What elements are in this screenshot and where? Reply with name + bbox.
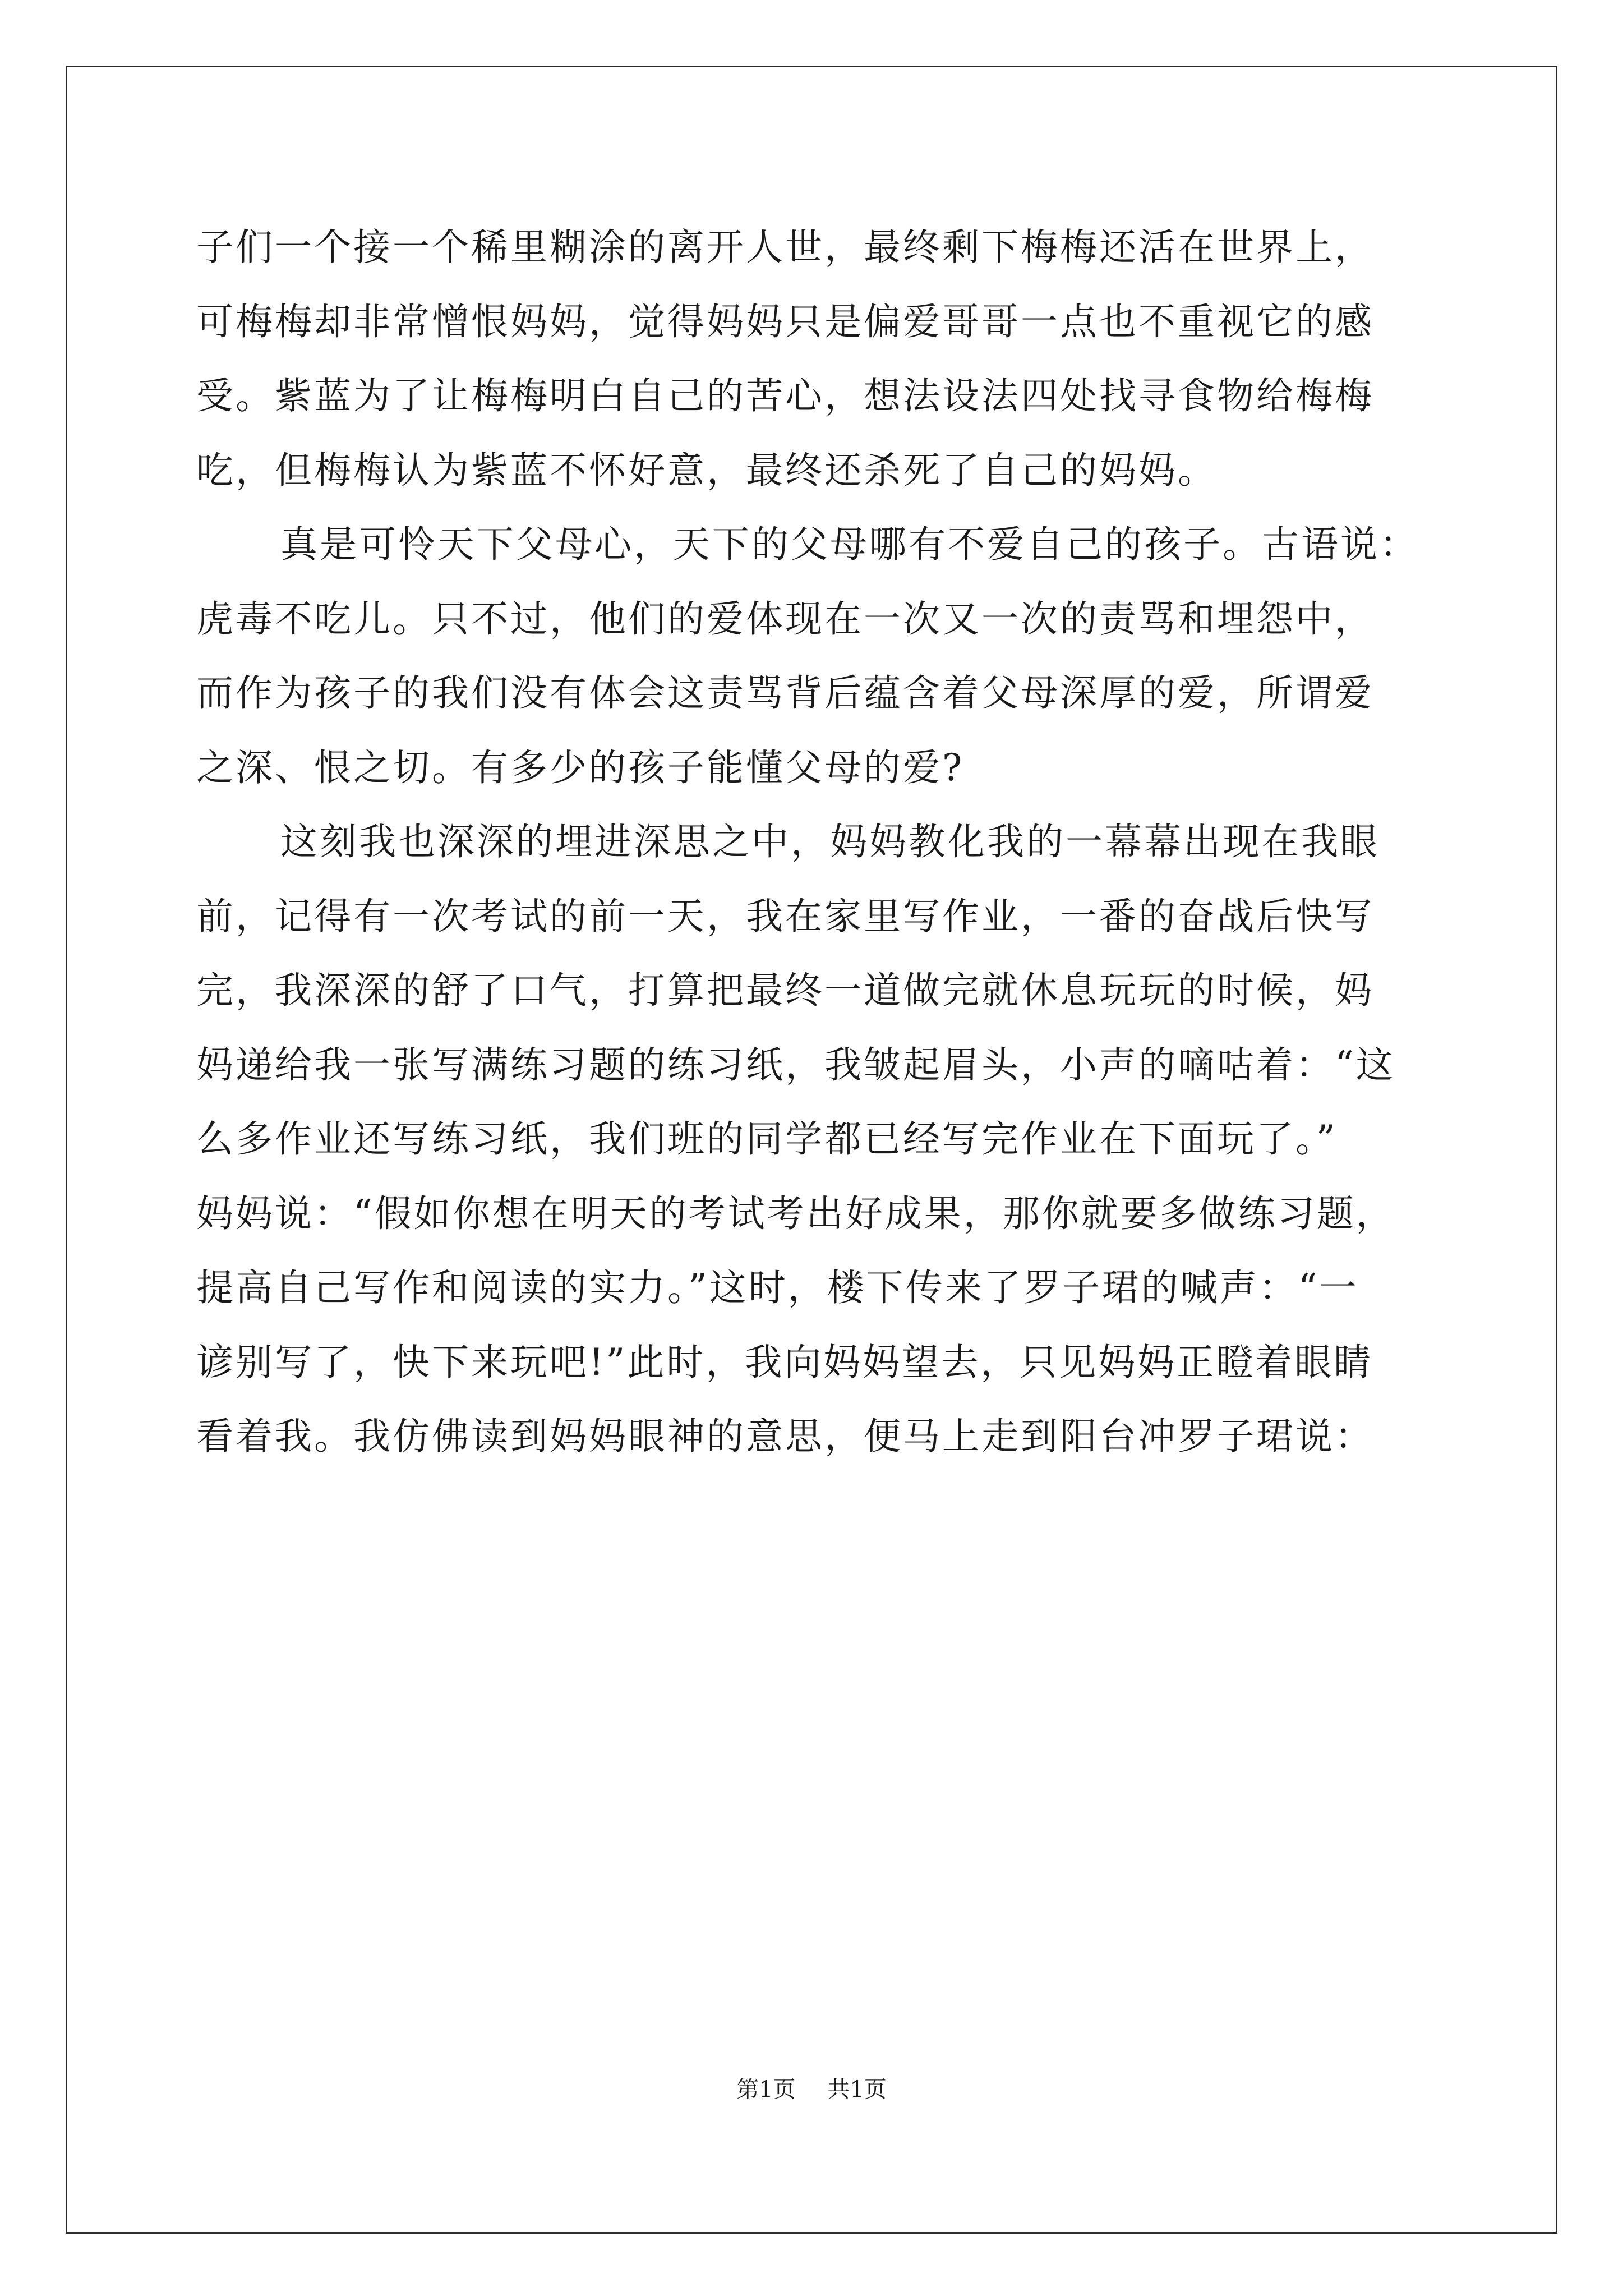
- page-total: 共1页: [827, 2077, 887, 2102]
- page-footer: [0, 2073, 1623, 2106]
- text-line: 受。紫蓝为了让梅梅明白自己的苦心，想法设法四处找寻食物给梅梅: [196, 374, 1374, 417]
- text-line: 吃，但梅梅认为紫蓝不怀好意，最终还杀死了自己的妈妈。: [196, 448, 1217, 492]
- text-line: 看着我。我仿佛读到妈妈眼神的意思，便马上走到阳台冲罗子珺说：: [196, 1415, 1374, 1458]
- text-line: 提高自己写作和阅读的实力。”这时，楼下传来了罗子珺的喊声：“一: [196, 1266, 1359, 1309]
- document-body: [196, 210, 1436, 1474]
- page-number: 第1页: [736, 2077, 796, 2102]
- text-line: 前，记得有一次考试的前一天，我在家里写作业，一番的奋战后快写: [196, 894, 1374, 938]
- text-line: 而作为孩子的我们没有体会这责骂背后蕴含着父母深厚的爱，所谓爱: [196, 671, 1374, 715]
- text-line: 妈妈说：“假如你想在明天的考试考出好成果，那你就要多做练习题，: [196, 1191, 1395, 1235]
- paragraph-first-line: 真是可怜天下父母心，天下的父母哪有不爱自己的孩子。古语说：: [280, 523, 1419, 566]
- text-line: 妈递给我一张写满练习题的练习纸，我皱起眉头，小声的嘀咕着：“这: [196, 1043, 1395, 1087]
- text-line: 完，我深深的舒了口气，打算把最终一道做完就休息玩玩的时候，妈: [196, 969, 1374, 1012]
- text-line: 之深、恨之切。有多少的孩子能懂父母的爱?: [196, 746, 965, 789]
- text-line: 么多作业还写练习纸，我们班的同学都已经写完作业在下面玩了。”: [196, 1117, 1338, 1161]
- text-line: 虎毒不吃儿。只不过，他们的爱体现在一次又一次的责骂和埋怨中，: [196, 597, 1374, 641]
- paragraph-first-line: 这刻我也深深的埋进深思之中，妈妈教化我的一幕幕出现在我眼: [280, 820, 1380, 863]
- text-line: 可梅梅却非常憎恨妈妈，觉得妈妈只是偏爱哥哥一点也不重视它的感: [196, 300, 1374, 343]
- text-line: 子们一个接一个稀里糊涂的离开人世，最终剩下梅梅还活在世界上，: [196, 226, 1374, 269]
- text-line: 谚别写了，快下来玩吧!”此时，我向妈妈望去，只见妈妈正瞪着眼睛: [196, 1340, 1373, 1384]
